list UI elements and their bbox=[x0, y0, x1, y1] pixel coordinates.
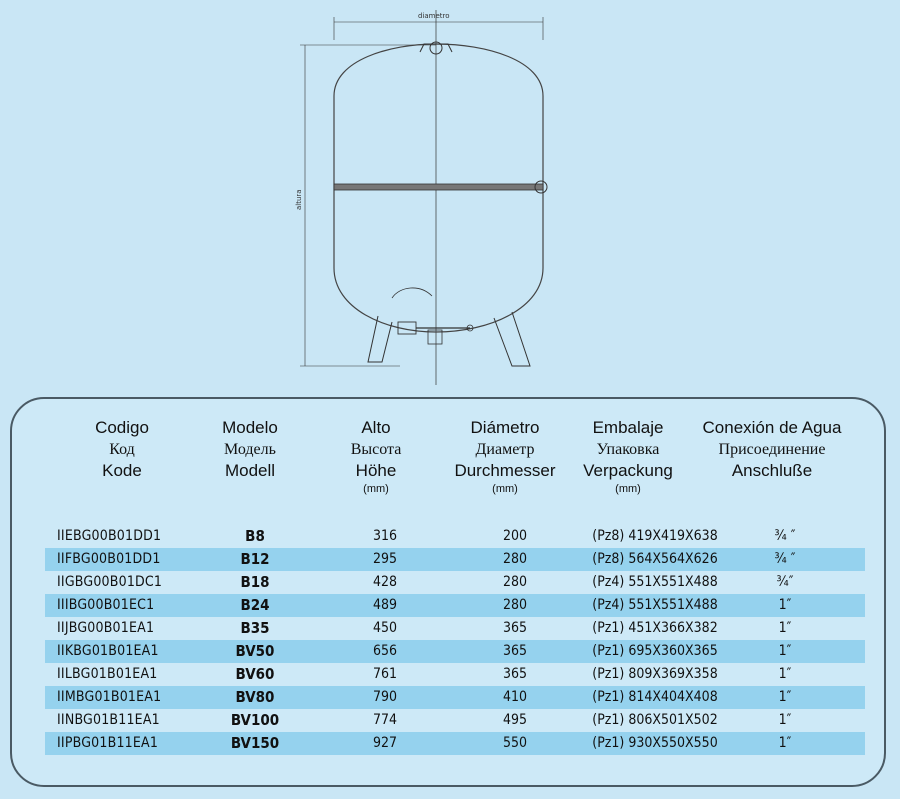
cell-model: B35 bbox=[240, 619, 270, 637]
cell-height: 790 bbox=[372, 689, 398, 705]
header-model-es: Modelo bbox=[222, 418, 278, 437]
cell-packaging: (Pz1) 809X369X358 bbox=[592, 666, 718, 682]
cell-connection: ¾ ″ bbox=[774, 528, 796, 544]
height-dimension-label: altura bbox=[295, 189, 303, 210]
cell-connection: ¾ ″ bbox=[774, 551, 796, 567]
header-diameter bbox=[440, 417, 570, 496]
cell-diameter: 365 bbox=[502, 643, 528, 659]
cell-code: IINBG01B11EA1 bbox=[57, 712, 160, 728]
header-diameter-de: Durchmesser bbox=[454, 461, 556, 480]
cell-model: BV50 bbox=[235, 642, 275, 660]
header-connection-ru: Присоединение bbox=[718, 441, 826, 458]
header-height bbox=[326, 417, 426, 496]
cell-height: 656 bbox=[372, 643, 398, 659]
cell-code: IIEBG00B01DD1 bbox=[57, 528, 162, 544]
header-connection bbox=[692, 417, 852, 482]
table-row bbox=[45, 640, 865, 663]
cell-connection: 1″ bbox=[778, 712, 792, 728]
cell-code: IIIBG00B01EC1 bbox=[57, 597, 155, 613]
cell-packaging: (Pz8) 419X419X638 bbox=[592, 528, 718, 544]
header-model-ru: Модель bbox=[224, 441, 276, 458]
diameter-dimension-label: diametro bbox=[418, 12, 450, 20]
table-row bbox=[45, 663, 865, 686]
cell-height: 295 bbox=[372, 551, 398, 567]
header-packaging-es: Embalaje bbox=[592, 418, 664, 437]
header-connection-es: Conexión de Agua bbox=[702, 418, 842, 437]
tank-drawing bbox=[0, 0, 900, 395]
cell-code: IILBG01B01EA1 bbox=[57, 666, 158, 682]
cell-model: BV100 bbox=[230, 711, 280, 729]
header-packaging-ru: Упаковка bbox=[596, 441, 660, 458]
table-row bbox=[45, 525, 865, 548]
cell-model: B12 bbox=[240, 550, 270, 568]
cell-diameter: 495 bbox=[502, 712, 528, 728]
header-connection-de: Anschluße bbox=[731, 461, 813, 480]
cell-model: B24 bbox=[240, 596, 270, 614]
cell-connection: 1″ bbox=[778, 666, 792, 682]
cell-connection: 1″ bbox=[778, 735, 792, 751]
cell-packaging: (Pz1) 451X366X382 bbox=[592, 620, 718, 636]
cell-packaging: (Pz8) 564X564X626 bbox=[592, 551, 718, 567]
cell-code: IIJBG00B01EA1 bbox=[57, 620, 155, 636]
cell-diameter: 200 bbox=[502, 528, 528, 544]
header-diameter-unit: (mm) bbox=[492, 483, 518, 495]
cell-model: B8 bbox=[245, 527, 265, 545]
table-row bbox=[45, 709, 865, 732]
cell-model: B18 bbox=[240, 573, 270, 591]
cell-model: BV80 bbox=[235, 688, 275, 706]
cell-connection: 1″ bbox=[778, 597, 792, 613]
header-packaging bbox=[568, 417, 688, 496]
header-height-ru: Высота bbox=[350, 441, 402, 458]
cell-connection: 1″ bbox=[778, 620, 792, 636]
cell-packaging: (Pz1) 814X404X408 bbox=[592, 689, 718, 705]
cell-code: IIKBG01B01EA1 bbox=[57, 643, 159, 659]
header-diameter-es: Diámetro bbox=[470, 418, 540, 437]
cell-diameter: 280 bbox=[502, 551, 528, 567]
cell-diameter: 365 bbox=[502, 620, 528, 636]
cell-packaging: (Pz1) 806X501X502 bbox=[592, 712, 718, 728]
cell-code: IIPBG01B11EA1 bbox=[57, 735, 159, 751]
header-code-de: Kode bbox=[102, 461, 142, 480]
header-diameter-ru: Диаметр bbox=[475, 441, 535, 458]
cell-packaging: (Pz4) 551X551X488 bbox=[592, 574, 718, 590]
cell-height: 489 bbox=[372, 597, 398, 613]
cell-code: IIFBG00B01DD1 bbox=[57, 551, 161, 567]
cell-diameter: 280 bbox=[502, 574, 528, 590]
cell-diameter: 410 bbox=[502, 689, 528, 705]
header-height-es: Alto bbox=[361, 418, 391, 437]
header-code-es: Codigo bbox=[95, 418, 149, 437]
cell-height: 316 bbox=[372, 528, 398, 544]
cell-diameter: 280 bbox=[502, 597, 528, 613]
header-packaging-unit: (mm) bbox=[615, 483, 641, 495]
cell-height: 761 bbox=[372, 666, 398, 682]
header-packaging-de: Verpackung bbox=[583, 461, 673, 480]
header-code bbox=[62, 417, 182, 482]
cell-packaging: (Pz4) 551X551X488 bbox=[592, 597, 718, 613]
cell-code: IIMBG01B01EA1 bbox=[57, 689, 162, 705]
header-model bbox=[190, 417, 310, 482]
cell-height: 450 bbox=[372, 620, 398, 636]
header-height-unit: (mm) bbox=[363, 483, 389, 495]
cell-packaging: (Pz1) 930X550X550 bbox=[592, 735, 718, 751]
cell-connection: ¾″ bbox=[776, 574, 794, 590]
cell-code: IIGBG00B01DC1 bbox=[57, 574, 163, 590]
header-model-de: Modell bbox=[224, 461, 276, 480]
table-row bbox=[45, 548, 865, 571]
table-row bbox=[45, 594, 865, 617]
cell-model: BV60 bbox=[235, 665, 275, 683]
cell-model: BV150 bbox=[230, 734, 280, 752]
cell-packaging: (Pz1) 695X360X365 bbox=[592, 643, 718, 659]
table-row bbox=[45, 686, 865, 709]
cell-height: 927 bbox=[372, 735, 398, 751]
table-row bbox=[45, 617, 865, 640]
header-height-de: Höhe bbox=[355, 461, 397, 480]
cell-height: 774 bbox=[372, 712, 398, 728]
table-row bbox=[45, 732, 865, 755]
cell-height: 428 bbox=[372, 574, 398, 590]
cell-diameter: 365 bbox=[502, 666, 528, 682]
cell-connection: 1″ bbox=[778, 643, 792, 659]
table-row bbox=[45, 571, 865, 594]
specs-table-panel bbox=[10, 397, 886, 787]
cell-diameter: 550 bbox=[502, 735, 528, 751]
cell-connection: 1″ bbox=[778, 689, 792, 705]
header-code-ru: Код bbox=[109, 441, 135, 458]
